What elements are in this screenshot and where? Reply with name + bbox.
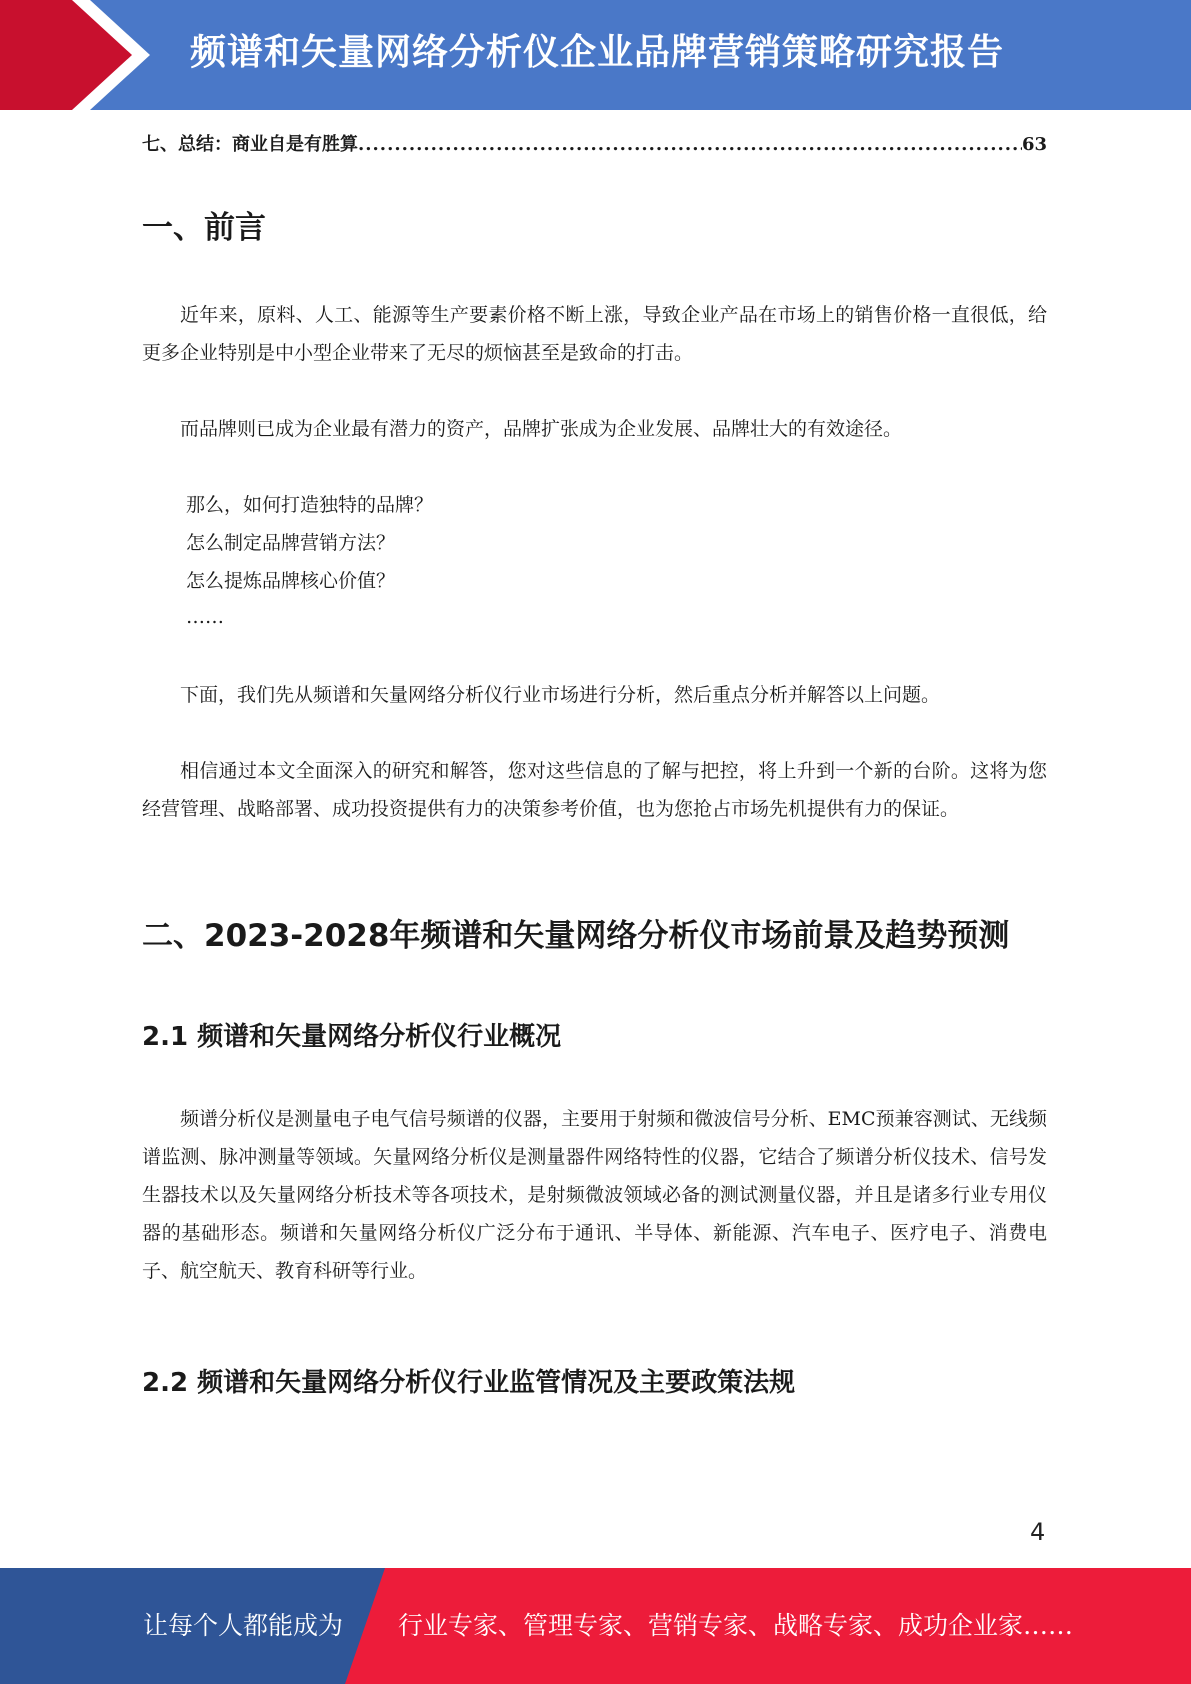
toc-leader-dots	[358, 134, 1022, 155]
header-title: 频谱和矢量网络分析仪企业品牌营销策略研究报告	[190, 32, 1005, 73]
header-banner	[0, 0, 1191, 110]
section-heading-market-outlook: 二、2023-2028年频谱和矢量网络分析仪市场前景及趋势预测	[142, 918, 1010, 954]
paragraph: 下面，我们先从频谱和矢量网络分析仪行业市场进行分析，然后重点分析并解答以上问题。	[180, 684, 941, 706]
toc-entry-page: 63	[1021, 134, 1047, 155]
question-line: 那么，如何打造独特的品牌？	[186, 494, 434, 516]
section-heading-preface: 一、前言	[142, 210, 266, 246]
subsection-heading-overview: 2.1 频谱和矢量网络分析仪行业概况	[142, 1022, 562, 1052]
paragraph: 频谱分析仪是测量电子电气信号频谱的仪器，主要用于射频和微波信号分析、EMC预兼容测试、无线频谱监测、脉冲测量等领域。矢量网络分析仪是测量器件网络特性的仪器，它结合了频谱分析仪技术、信号发生器技术以及矢量网络分析技术等各项技术，是射频微波领域必备的测试测量仪器，并且是诸多行业专用仪器的基础形态。频谱和矢量网络分析仪广泛分布于通讯、半导体、新能源、汽车电子、医疗电子、消费电子、航空航天、教育科研等行业。	[142, 1108, 1047, 1282]
question-line: 怎么提炼品牌核心价值？	[186, 570, 396, 592]
page-number: 4	[1030, 1518, 1046, 1546]
toc-entry-label: 七、总结：商业自是有胜算	[142, 134, 358, 155]
footer-slogan-left: 让每个人都能成为	[143, 1611, 344, 1640]
footer-banner	[0, 1568, 1191, 1684]
subsection-heading-regulation: 2.2 频谱和矢量网络分析仪行业监管情况及主要政策法规	[142, 1368, 796, 1398]
paragraph: 相信通过本文全面深入的研究和解答，您对这些信息的了解与把控，将上升到一个新的台阶。这将为您经营管理、战略部署、成功投资提供有力的决策参考价值，也为您抢占市场先机提供有力的保证。	[142, 760, 1047, 820]
paragraph: 而品牌则已成为企业最有潜力的资产，品牌扩张成为企业发展、品牌壮大的有效途径。	[180, 418, 903, 440]
footer-slogan-right: 行业专家、管理专家、营销专家、战略专家、成功企业家……	[398, 1611, 1074, 1640]
question-line: 怎么制定品牌营销方法？	[186, 532, 396, 554]
paragraph: 近年来，原料、人工、能源等生产要素价格不断上涨，导致企业产品在市场上的销售价格一直很低，给更多企业特别是中小型企业带来了无尽的烦恼甚至是致命的打击。	[142, 304, 1047, 364]
ellipsis-line: ……	[186, 606, 224, 628]
toc-entry[interactable]	[142, 130, 1047, 156]
